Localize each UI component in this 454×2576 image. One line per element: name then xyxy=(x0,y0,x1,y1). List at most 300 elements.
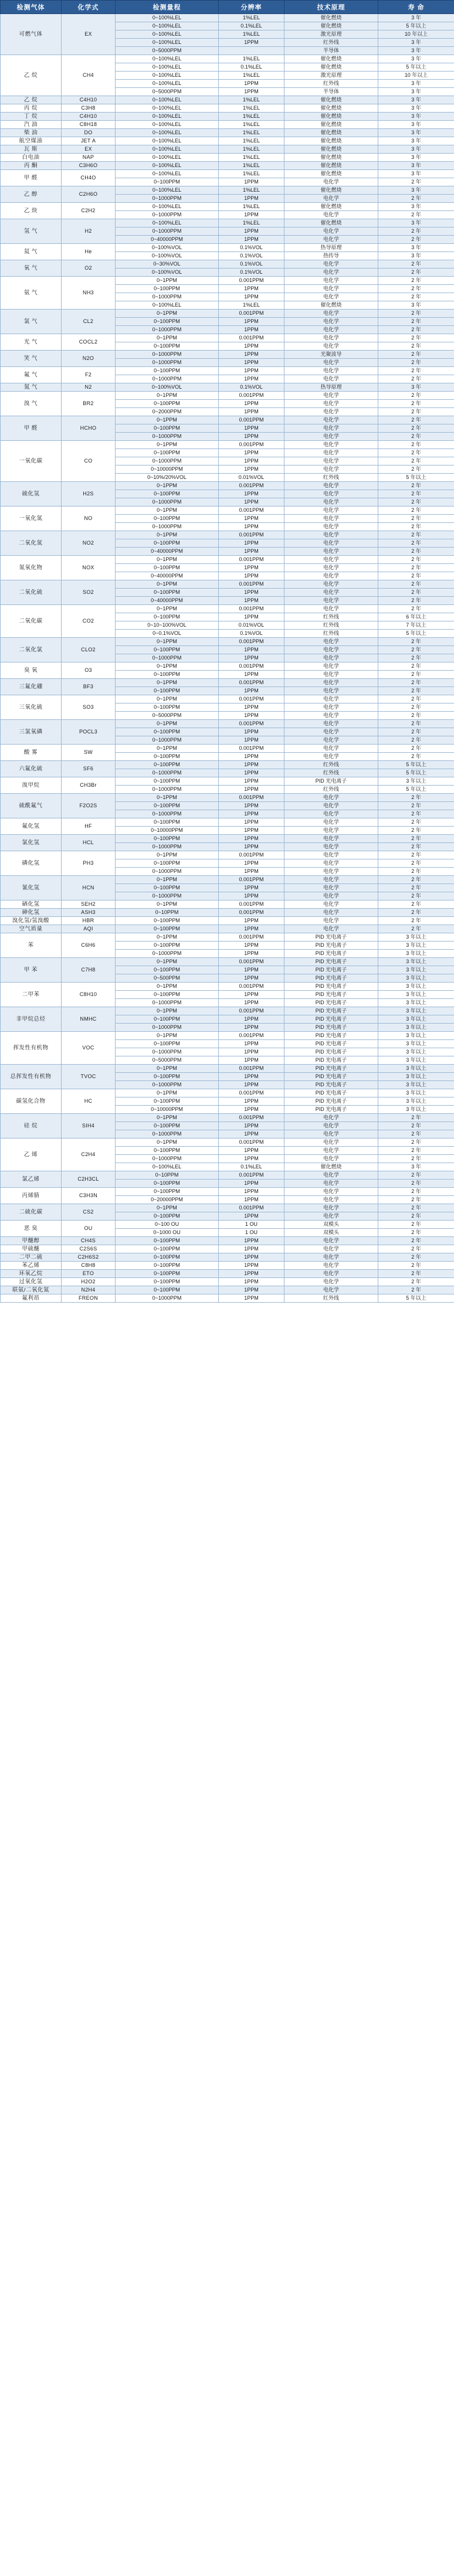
table-row xyxy=(1,137,454,145)
cell-life: 2 年 xyxy=(378,523,454,531)
cell-gas-name: 乙 醇 xyxy=(1,186,62,203)
cell-range: 0~100PPM xyxy=(116,539,219,548)
cell-life: 2 年 xyxy=(378,539,454,548)
cell-range: 0~10%/20%VOL xyxy=(116,474,219,482)
cell-life: 3 年 xyxy=(378,96,454,104)
cell-life: 2 年 xyxy=(378,909,454,917)
cell-gas-name: 氢 气 xyxy=(1,219,62,244)
cell-technology: 电化学 xyxy=(284,1253,378,1262)
cell-resolution: 1%LEL xyxy=(219,301,284,310)
cell-range: 0~1PPM xyxy=(116,310,219,318)
table-row xyxy=(1,96,454,104)
cell-resolution: 0.001PPM xyxy=(219,695,284,704)
cell-range: 0~100%VOL xyxy=(116,244,219,252)
cell-life: 2 年 xyxy=(378,810,454,818)
cell-range: 0~100PPM xyxy=(116,400,219,408)
cell-formula: C6H6 xyxy=(62,933,116,958)
cell-formula: COCL2 xyxy=(62,334,116,351)
cell-formula: H2 xyxy=(62,219,116,244)
cell-gas-name: 空气质量 xyxy=(1,925,62,933)
cell-formula: SIH4 xyxy=(62,1114,116,1139)
cell-resolution: 1%LEL xyxy=(219,55,284,63)
table-row xyxy=(1,761,454,769)
cell-resolution: 1PPM xyxy=(219,925,284,933)
cell-life: 2 年 xyxy=(378,318,454,326)
cell-resolution: 1PPM xyxy=(219,736,284,745)
cell-technology: 电化学 xyxy=(284,580,378,589)
cell-technology: 电化学 xyxy=(284,548,378,556)
cell-resolution: 1PPM xyxy=(219,761,284,769)
cell-range: 0~100%LEL xyxy=(116,154,219,162)
table-row xyxy=(1,580,454,589)
cell-life: 2 年 xyxy=(378,236,454,244)
cell-life: 2 年 xyxy=(378,720,454,728)
cell-technology: 电化学 xyxy=(284,745,378,753)
cell-formula: SO2 xyxy=(62,580,116,605)
cell-gas-name: 硒化氢 xyxy=(1,900,62,909)
cell-life: 2 年 xyxy=(378,1286,454,1294)
cell-range: 0~100%LEL xyxy=(116,55,219,63)
cell-formula: FREON xyxy=(62,1294,116,1303)
cell-formula: C2H6O xyxy=(62,186,116,203)
cell-technology: 电化学 xyxy=(284,1196,378,1204)
cell-range: 0~1PPM xyxy=(116,720,219,728)
cell-life: 2 年 xyxy=(378,441,454,449)
cell-technology: 电化学 xyxy=(284,285,378,293)
cell-resolution: 0.001PPM xyxy=(219,1139,284,1147)
cell-gas-name: 联氨/二氧化氮 xyxy=(1,1286,62,1294)
cell-gas-name: 氟利昂 xyxy=(1,1294,62,1303)
cell-technology: 电化学 xyxy=(284,1237,378,1245)
table-row xyxy=(1,482,454,490)
cell-life: 3 年以上 xyxy=(378,942,454,950)
cell-technology: 催化燃烧 xyxy=(284,121,378,129)
cell-life: 5 年以上 xyxy=(378,474,454,482)
cell-life: 3 年以上 xyxy=(378,991,454,999)
cell-gas-name: 二氧化硫 xyxy=(1,580,62,605)
cell-resolution: 1PPM xyxy=(219,375,284,383)
cell-life: 2 年 xyxy=(378,416,454,424)
cell-range: 0~100PPM xyxy=(116,449,219,457)
cell-resolution: 1 OU xyxy=(219,1221,284,1229)
cell-range: 0~40000PPM xyxy=(116,572,219,580)
cell-technology: 电化学 xyxy=(284,310,378,318)
cell-life: 2 年 xyxy=(378,662,454,671)
cell-technology: 电化学 xyxy=(284,868,378,876)
cell-technology: 半导体 xyxy=(284,88,378,96)
cell-range: 0~1000PPM xyxy=(116,1081,219,1089)
cell-life: 2 年 xyxy=(378,310,454,318)
cell-range: 0~100%LEL xyxy=(116,203,219,211)
cell-life: 3 年 xyxy=(378,88,454,96)
cell-resolution: 0.001PPM xyxy=(219,605,284,613)
cell-resolution: 1%LEL xyxy=(219,129,284,137)
cell-range: 0~1000PPM xyxy=(116,457,219,465)
cell-gas-name: 氦 气 xyxy=(1,244,62,260)
cell-gas-name: 硫酰氟气 xyxy=(1,794,62,818)
cell-technology: PID 光电离子 xyxy=(284,1065,378,1073)
cell-life: 2 年 xyxy=(378,482,454,490)
cell-range: 0~1PPM xyxy=(116,482,219,490)
cell-gas-name: 白电油 xyxy=(1,154,62,162)
cell-resolution: 0.001PPM xyxy=(219,983,284,991)
cell-resolution: 0.001PPM xyxy=(219,277,284,285)
cell-resolution: 1PPM xyxy=(219,1056,284,1065)
cell-gas-name: 六氟化硫 xyxy=(1,761,62,777)
cell-range: 0~100PPM xyxy=(116,564,219,572)
cell-resolution: 1PPM xyxy=(219,1048,284,1056)
cell-gas-name: 溴 气 xyxy=(1,392,62,416)
cell-technology: 电化学 xyxy=(284,392,378,400)
cell-life: 5 年以上 xyxy=(378,1294,454,1303)
cell-life: 2 年 xyxy=(378,1147,454,1155)
cell-resolution: 1%LEL xyxy=(219,72,284,80)
cell-life: 2 年 xyxy=(378,1188,454,1196)
cell-resolution: 1PPM xyxy=(219,1253,284,1262)
cell-resolution: 0.01%VOL xyxy=(219,621,284,630)
cell-formula: C4H10 xyxy=(62,113,116,121)
cell-life: 2 年 xyxy=(378,1171,454,1180)
cell-resolution: 0.1%VOL xyxy=(219,630,284,638)
cell-resolution: 0.1%VOL xyxy=(219,244,284,252)
cell-resolution: 1%LEL xyxy=(219,145,284,154)
cell-technology: 催化燃烧 xyxy=(284,154,378,162)
cell-technology: PID 光电离子 xyxy=(284,777,378,786)
cell-range: 0~100PPM xyxy=(116,613,219,621)
cell-gas-name: 航空煤油 xyxy=(1,137,62,145)
cell-gas-name: 乙 炔 xyxy=(1,203,62,219)
cell-technology: PID 光电离子 xyxy=(284,966,378,974)
cell-life: 2 年 xyxy=(378,859,454,868)
cell-range: 0~100PPM xyxy=(116,367,219,375)
cell-life: 2 年 xyxy=(378,1180,454,1188)
cell-resolution: 1PPM xyxy=(219,1278,284,1286)
cell-life: 2 年 xyxy=(378,457,454,465)
cell-technology: 电化学 xyxy=(284,367,378,375)
cell-life: 2 年 xyxy=(378,424,454,433)
cell-technology: 电化学 xyxy=(284,1155,378,1163)
cell-range: 0~1PPM xyxy=(116,531,219,539)
cell-technology: PID 光电离子 xyxy=(284,1015,378,1024)
cell-technology: 催化燃烧 xyxy=(284,104,378,113)
cell-life: 2 年 xyxy=(378,917,454,925)
cell-life: 2 年 xyxy=(378,827,454,835)
table-row xyxy=(1,933,454,942)
cell-resolution: 1PPM xyxy=(219,1245,284,1253)
cell-technology: PID 光电离子 xyxy=(284,1073,378,1081)
cell-gas-name: 丙烯腈 xyxy=(1,1188,62,1204)
cell-formula: POCL3 xyxy=(62,720,116,745)
cell-technology: 电化学 xyxy=(284,589,378,597)
cell-formula: CO2 xyxy=(62,605,116,638)
cell-range: 0~1PPM xyxy=(116,605,219,613)
cell-formula: ETO xyxy=(62,1270,116,1278)
table-row xyxy=(1,203,454,211)
cell-gas-name: 甲 醛 xyxy=(1,170,62,186)
cell-formula: CH4O xyxy=(62,170,116,186)
cell-resolution: 0.001PPM xyxy=(219,1114,284,1122)
cell-resolution: 1%LEL xyxy=(219,113,284,121)
cell-life: 3 年以上 xyxy=(378,1065,454,1073)
cell-technology: 电化学 xyxy=(284,662,378,671)
cell-technology: 电化学 xyxy=(284,507,378,515)
cell-formula: TVOC xyxy=(62,1065,116,1089)
cell-gas-name: 笑 气 xyxy=(1,351,62,367)
table-row xyxy=(1,851,454,859)
table-row xyxy=(1,113,454,121)
cell-gas-name: 二氧化氯 xyxy=(1,638,62,662)
header-row xyxy=(1,1,454,14)
cell-resolution: 1PPM xyxy=(219,433,284,441)
cell-technology: 催化燃烧 xyxy=(284,14,378,22)
cell-life: 2 年 xyxy=(378,433,454,441)
cell-technology: 红外线 xyxy=(284,786,378,794)
cell-life: 3 年 xyxy=(378,137,454,145)
cell-life: 2 年 xyxy=(378,1245,454,1253)
col-header-life: 寿 命 xyxy=(378,1,454,14)
cell-gas-name: 一氧化碳 xyxy=(1,441,62,482)
cell-range: 0~100PPM xyxy=(116,424,219,433)
cell-life: 2 年 xyxy=(378,695,454,704)
table-row xyxy=(1,441,454,449)
cell-resolution: 1PPM xyxy=(219,1196,284,1204)
cell-range: 0~100%LEL xyxy=(116,186,219,195)
cell-resolution: 0.001PPM xyxy=(219,507,284,515)
cell-life: 5 年以上 xyxy=(378,63,454,72)
cell-life: 5 年以上 xyxy=(378,22,454,30)
table-row xyxy=(1,162,454,170)
cell-technology: 催化燃烧 xyxy=(284,96,378,104)
cell-formula: HBR xyxy=(62,917,116,925)
cell-range: 0~1000PPM xyxy=(116,1048,219,1056)
cell-life: 2 年 xyxy=(378,1278,454,1286)
cell-range: 0~100%VOL xyxy=(116,383,219,392)
cell-resolution: 1PPM xyxy=(219,843,284,851)
cell-range: 0~10~100%VOL xyxy=(116,621,219,630)
cell-technology: PID 光电离子 xyxy=(284,983,378,991)
cell-resolution: 1%LEL xyxy=(219,104,284,113)
cell-resolution: 0.001PPM xyxy=(219,531,284,539)
table-row xyxy=(1,145,454,154)
cell-resolution: 0.001PPM xyxy=(219,416,284,424)
cell-resolution: 1PPM xyxy=(219,80,284,88)
cell-life: 2 年 xyxy=(378,851,454,859)
cell-range: 0~100PPM xyxy=(116,917,219,925)
cell-range: 0~100%LEL xyxy=(116,162,219,170)
cell-range: 0~100PPM xyxy=(116,285,219,293)
cell-resolution: 0.1%VOL xyxy=(219,252,284,260)
cell-technology: 电化学 xyxy=(284,687,378,695)
cell-resolution: 1PPM xyxy=(219,966,284,974)
table-row xyxy=(1,55,454,63)
cell-gas-name: 甲醚醇 xyxy=(1,1237,62,1245)
cell-range: 0~100%LEL xyxy=(116,1163,219,1171)
cell-resolution: 1PPM xyxy=(219,884,284,892)
cell-life: 2 年 xyxy=(378,498,454,507)
cell-range: 0~1PPM xyxy=(116,745,219,753)
table-row xyxy=(1,909,454,917)
cell-range: 0~100PPM xyxy=(116,1286,219,1294)
cell-technology: 半导体 xyxy=(284,47,378,55)
cell-resolution: 1PPM xyxy=(219,342,284,351)
cell-technology: 电化学 xyxy=(284,835,378,843)
cell-range: 0~100PPM xyxy=(116,761,219,769)
table-row xyxy=(1,958,454,966)
cell-formula: N2H4 xyxy=(62,1286,116,1294)
cell-technology: 催化燃烧 xyxy=(284,22,378,30)
cell-formula: NMHC xyxy=(62,1007,116,1032)
cell-range: 0~40000PPM xyxy=(116,548,219,556)
cell-resolution: 0.1%LEL xyxy=(219,1163,284,1171)
cell-technology: 电化学 xyxy=(284,597,378,605)
cell-range: 0~100PPM xyxy=(116,942,219,950)
cell-life: 3 年 xyxy=(378,170,454,178)
cell-life: 3 年以上 xyxy=(378,1015,454,1024)
cell-range: 0~1PPM xyxy=(116,277,219,285)
table-row xyxy=(1,392,454,400)
cell-technology: 电化学 xyxy=(284,654,378,662)
cell-life: 2 年 xyxy=(378,638,454,646)
cell-technology: 催化燃烧 xyxy=(284,219,378,227)
cell-technology: 电化学 xyxy=(284,818,378,827)
table-row xyxy=(1,531,454,539)
col-header-range: 检测量程 xyxy=(116,1,219,14)
cell-life: 3 年以上 xyxy=(378,933,454,942)
cell-technology: 电化学 xyxy=(284,400,378,408)
cell-formula: NO xyxy=(62,507,116,531)
cell-range: 0~1000PPM xyxy=(116,736,219,745)
cell-range: 0~100%LEL xyxy=(116,145,219,154)
cell-technology: 电化学 xyxy=(284,909,378,917)
cell-technology: 电化学 xyxy=(284,794,378,802)
cell-technology: 电化学 xyxy=(284,433,378,441)
cell-resolution: 0.001PPM xyxy=(219,794,284,802)
cell-resolution: 1PPM xyxy=(219,1188,284,1196)
cell-formula: SW xyxy=(62,745,116,761)
cell-resolution: 0.001PPM xyxy=(219,662,284,671)
col-header-formula: 化学式 xyxy=(62,1,116,14)
table-row xyxy=(1,1253,454,1262)
cell-resolution: 1PPM xyxy=(219,408,284,416)
cell-technology: 电化学 xyxy=(284,211,378,219)
table-row xyxy=(1,1278,454,1286)
cell-life: 2 年 xyxy=(378,293,454,301)
cell-technology: 电化学 xyxy=(284,178,378,186)
table-row xyxy=(1,1065,454,1073)
cell-resolution: 0.001PPM xyxy=(219,482,284,490)
cell-range: 0~10000PPM xyxy=(116,465,219,474)
cell-range: 0~100PPM xyxy=(116,704,219,712)
cell-gas-name: 总挥发性有机物 xyxy=(1,1065,62,1089)
cell-formula: PH3 xyxy=(62,851,116,876)
cell-range: 0~100PPM xyxy=(116,1180,219,1188)
cell-life: 3 年 xyxy=(378,244,454,252)
cell-gas-name: 氯 气 xyxy=(1,310,62,334)
cell-technology: 电化学 xyxy=(284,572,378,580)
table-row xyxy=(1,277,454,285)
cell-range: 0~1PPM xyxy=(116,392,219,400)
cell-resolution: 1PPM xyxy=(219,810,284,818)
cell-formula: C2H4 xyxy=(62,1139,116,1171)
cell-resolution: 1PPM xyxy=(219,835,284,843)
cell-resolution: 1PPM xyxy=(219,211,284,219)
cell-resolution: 1PPM xyxy=(219,318,284,326)
cell-technology: 电化学 xyxy=(284,236,378,244)
cell-resolution: 1PPM xyxy=(219,457,284,465)
cell-life: 2 年 xyxy=(378,227,454,236)
cell-life: 2 年 xyxy=(378,589,454,597)
cell-technology: 电化学 xyxy=(284,605,378,613)
cell-formula: SF6 xyxy=(62,761,116,777)
cell-life: 2 年 xyxy=(378,1270,454,1278)
cell-gas-name: 氧 气 xyxy=(1,260,62,277)
cell-life: 2 年 xyxy=(378,1130,454,1139)
cell-technology: 电化学 xyxy=(284,269,378,277)
cell-gas-name: 丙 烷 xyxy=(1,104,62,113)
table-row xyxy=(1,334,454,342)
cell-range: 0~100%LEL xyxy=(116,170,219,178)
cell-life: 3 年以上 xyxy=(378,1089,454,1097)
cell-formula: JET A xyxy=(62,137,116,145)
cell-range: 0~5000PPM xyxy=(116,712,219,720)
cell-gas-name: 苯 xyxy=(1,933,62,958)
cell-range: 0~100PPM xyxy=(116,1262,219,1270)
cell-range: 0~100PPM xyxy=(116,1270,219,1278)
cell-resolution: 1PPM xyxy=(219,236,284,244)
table-row xyxy=(1,310,454,318)
cell-resolution: 1PPM xyxy=(219,654,284,662)
cell-technology: 催化燃烧 xyxy=(284,203,378,211)
cell-gas-name: 非甲烷总烃 xyxy=(1,1007,62,1032)
cell-resolution: 1PPM xyxy=(219,753,284,761)
cell-range: 0~1PPM xyxy=(116,1139,219,1147)
cell-range: 0~1PPM xyxy=(116,638,219,646)
cell-technology: 电化学 xyxy=(284,408,378,416)
cell-life: 3 年 xyxy=(378,252,454,260)
cell-gas-name: 三氯氧磷 xyxy=(1,720,62,745)
cell-resolution: 0.001PPM xyxy=(219,909,284,917)
cell-life: 3 年以上 xyxy=(378,1073,454,1081)
cell-gas-name: 丁 烷 xyxy=(1,113,62,121)
cell-resolution: 0.001PPM xyxy=(219,556,284,564)
cell-life: 2 年 xyxy=(378,876,454,884)
cell-life: 2 年 xyxy=(378,572,454,580)
cell-range: 0~5000PPM xyxy=(116,88,219,96)
cell-formula: CL2 xyxy=(62,310,116,334)
cell-range: 0~100PPM xyxy=(116,1147,219,1155)
cell-resolution: 0.001PPM xyxy=(219,1204,284,1212)
cell-resolution: 0.1%LEL xyxy=(219,22,284,30)
cell-life: 2 年 xyxy=(378,1114,454,1122)
cell-formula: N2 xyxy=(62,383,116,392)
cell-gas-name: 光 气 xyxy=(1,334,62,351)
cell-range: 0~500PPM xyxy=(116,974,219,983)
cell-resolution: 1%LEL xyxy=(219,186,284,195)
table-row xyxy=(1,720,454,728)
cell-resolution: 1PPM xyxy=(219,1286,284,1294)
cell-life: 2 年 xyxy=(378,285,454,293)
cell-life: 2 年 xyxy=(378,728,454,736)
cell-formula: OU xyxy=(62,1221,116,1237)
cell-life: 2 年 xyxy=(378,490,454,498)
cell-formula: He xyxy=(62,244,116,260)
cell-formula: CH3Br xyxy=(62,777,116,794)
cell-life: 2 年 xyxy=(378,597,454,605)
table-row xyxy=(1,507,454,515)
cell-life: 2 年 xyxy=(378,1196,454,1204)
cell-life: 2 年 xyxy=(378,900,454,909)
cell-technology: 热导原理 xyxy=(284,383,378,392)
